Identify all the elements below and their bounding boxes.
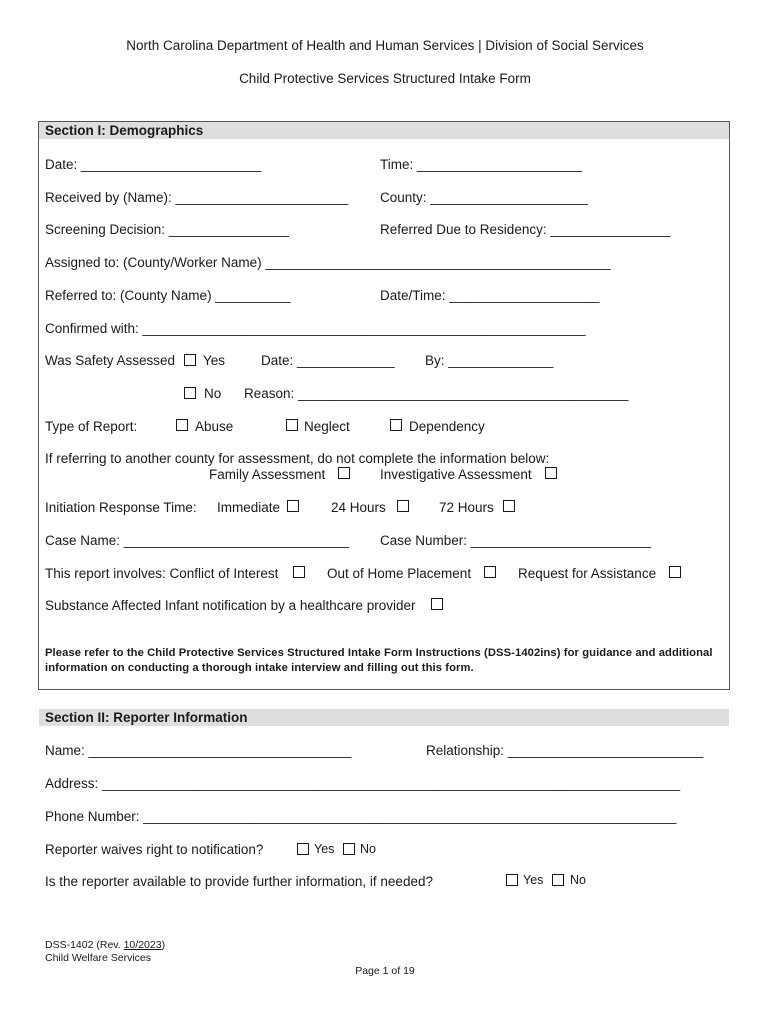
72-hours-label: 72 Hours [439,500,494,515]
investigative-assessment-checkbox[interactable] [545,467,557,479]
family-assessment-checkbox[interactable] [338,467,350,479]
available-no-checkbox[interactable] [552,874,564,886]
waives-no-checkbox[interactable] [343,843,355,855]
case-name-field[interactable]: Case Name: ______________________________ [45,533,350,548]
neglect-label: Neglect [304,419,350,434]
report-type-label: Type of Report: [45,419,138,434]
division-name: Child Welfare Services [45,952,152,964]
dependency-checkbox[interactable] [390,419,402,431]
safety-yes-label: Yes [203,353,226,368]
referred-to-field[interactable]: Referred to: (County Name) __________ [45,288,291,303]
date-field[interactable]: Date: ________________________ [45,157,262,172]
waives-notification-label: Reporter waives right to notification? [45,842,264,857]
request-assistance-label: Request for Assistance [518,566,657,581]
form-code-prefix: DSS-1402 (Rev. [45,939,124,951]
department-header: North Carolina Department of Health and Human Services | Division of Social Services [126,38,644,53]
abuse-label: Abuse [195,419,234,434]
form-code [45,939,165,951]
available-yes-checkbox[interactable] [506,874,518,886]
safety-assessed-label: Was Safety Assessed [45,353,176,368]
family-assessment-label: Family Assessment [209,467,326,482]
conflict-of-interest-checkbox[interactable] [293,566,305,578]
reporter-address-field[interactable]: Address: _____________________________________________________________________________ [45,776,681,791]
time-field[interactable]: Time: ______________________ [380,157,583,172]
initiation-label: Initiation Response Time: [45,500,197,515]
page-number: Page 1 of 19 [355,965,415,977]
county-field[interactable]: County: _____________________ [380,190,588,205]
immediate-label: Immediate [217,500,281,515]
safety-no-checkbox[interactable] [184,387,196,399]
available-no-label: No [570,873,586,887]
received-by-field[interactable]: Received by (Name): _______________________ [45,190,349,205]
available-yes-label: Yes [523,873,544,887]
72-hours-checkbox[interactable] [503,500,515,512]
request-assistance-checkbox[interactable] [669,566,681,578]
waives-yes-label: Yes [314,842,335,856]
immediate-checkbox[interactable] [287,500,299,512]
section-1-title: Section I: Demographics [39,122,729,139]
form-title: Child Protective Services Structured Intake Form [239,71,531,86]
safety-reason-field[interactable]: Reason: ____________________________________________ [244,386,629,401]
neglect-checkbox[interactable] [286,419,298,431]
reporter-relationship-field[interactable]: Relationship: __________________________ [426,743,704,758]
reporter-phone-field[interactable]: Phone Number: _______________________________________________________________________ [45,809,677,824]
out-of-home-checkbox[interactable] [484,566,496,578]
referring-note: If referring to another county for assessment, do not complete the information below: [45,451,550,466]
dependency-label: Dependency [409,419,485,434]
abuse-checkbox[interactable] [176,419,188,431]
safety-no-label: No [204,386,222,401]
screening-decision-field[interactable]: Screening Decision: ________________ [45,222,289,237]
form-code-suffix: ) [161,939,166,951]
substance-affected-checkbox[interactable] [431,598,443,610]
waives-no-label: No [360,842,376,856]
substance-affected-label: Substance Affected Infant notification by a healthcare provider [45,598,416,613]
referred-residency-field[interactable]: Referred Due to Residency: ________________ [380,222,671,237]
case-number-field[interactable]: Case Number: ________________________ [380,533,651,548]
investigative-assessment-label: Investigative Assessment [380,467,532,482]
instructions-note: Please refer to the Child Protective Services Structured Intake Form Instructions (DSS-1402ins) for guidance and additional information on conducting a thorough intake interview and filling out this form. [45,647,713,674]
form-code-date: 10/2023 [123,939,162,951]
assigned-to-field[interactable]: Assigned to: (County/Worker Name) ______________________________________________ [45,255,611,270]
confirmed-with-field[interactable]: Confirmed with: ___________________________________________________________ [45,321,586,336]
reporter-name-field[interactable]: Name: ___________________________________ [45,743,352,758]
safety-date-field[interactable]: Date: _____________ [261,353,395,368]
involves-conflict-label: This report involves: Conflict of Interest [45,566,279,581]
safety-by-field[interactable]: By: ______________ [425,353,554,368]
section-2-title: Section II: Reporter Information [39,709,729,726]
reporter-available-label: Is the reporter available to provide further information, if needed? [45,874,433,889]
24-hours-label: 24 Hours [331,500,386,515]
date-time-field[interactable]: Date/Time: ____________________ [380,288,600,303]
waives-yes-checkbox[interactable] [297,843,309,855]
safety-yes-checkbox[interactable] [184,354,196,366]
24-hours-checkbox[interactable] [397,500,409,512]
out-of-home-label: Out of Home Placement [327,566,472,581]
